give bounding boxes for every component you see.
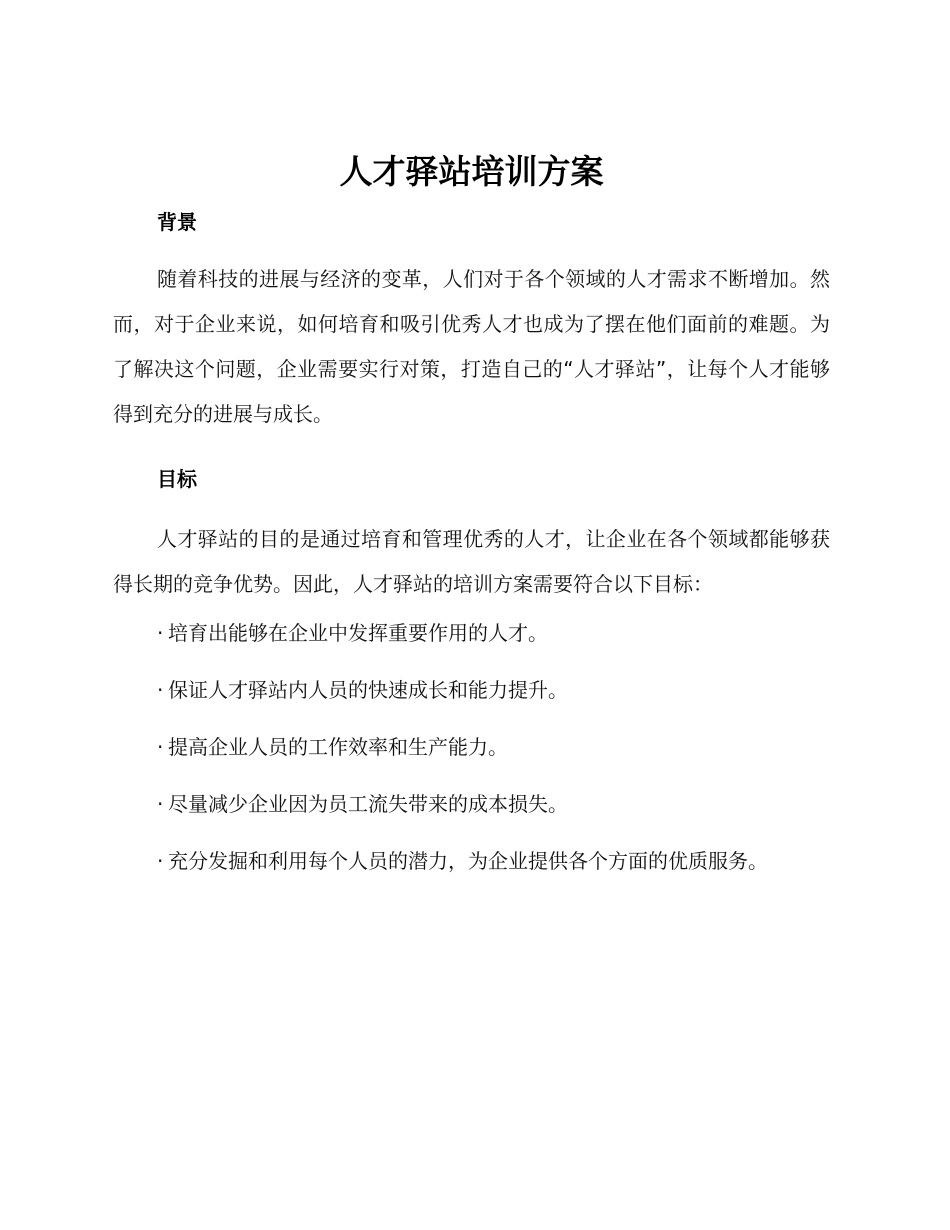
bullet-dot-icon: · — [157, 621, 164, 645]
list-item-text: 提高企业人员的工作效率和生产能力。 — [168, 735, 508, 759]
list-item — [113, 676, 830, 705]
goals-paragraph: 人才驿站的目的是通过培育和管理优秀的人才，让企业在各个领域都能够获得长期的竞争优势。因此，人才驿站的培训方案需要符合以下目标： — [113, 527, 830, 596]
bullet-dot-icon: · — [157, 678, 164, 702]
bullet-dot-icon: · — [157, 735, 164, 759]
list-item — [113, 619, 830, 648]
list-item-text: 充分发掘和利用每个人员的潜力，为企业提供各个方面的优质服务。 — [168, 849, 768, 873]
background-paragraph: 随着科技的进展与经济的变革，人们对于各个领域的人才需求不断增加。然而，对于企业来说，如何培育和吸引优秀人才也成为了摆在他们面前的难题。为了解决这个问题，企业需要实行对策，打造自己的“人才驿站”，让每个人才能够得到充分的进展与成长。 — [113, 267, 830, 426]
list-item — [113, 733, 830, 762]
section-heading-background: 背景 — [157, 210, 197, 234]
list-item-text: 尽量减少企业因为员工流失带来的成本损失。 — [168, 792, 568, 816]
goals-list — [113, 619, 830, 876]
document-title: 人才驿站培训方案 — [339, 152, 604, 191]
section-heading-goals: 目标 — [157, 467, 197, 491]
list-item — [113, 790, 830, 819]
list-item-text: 保证人才驿站内人员的快速成长和能力提升。 — [168, 678, 568, 702]
bullet-dot-icon: · — [157, 792, 164, 816]
list-item — [113, 847, 830, 876]
bullet-dot-icon: · — [157, 849, 164, 873]
list-item-text: 培育出能够在企业中发挥重要作用的人才。 — [168, 621, 548, 645]
